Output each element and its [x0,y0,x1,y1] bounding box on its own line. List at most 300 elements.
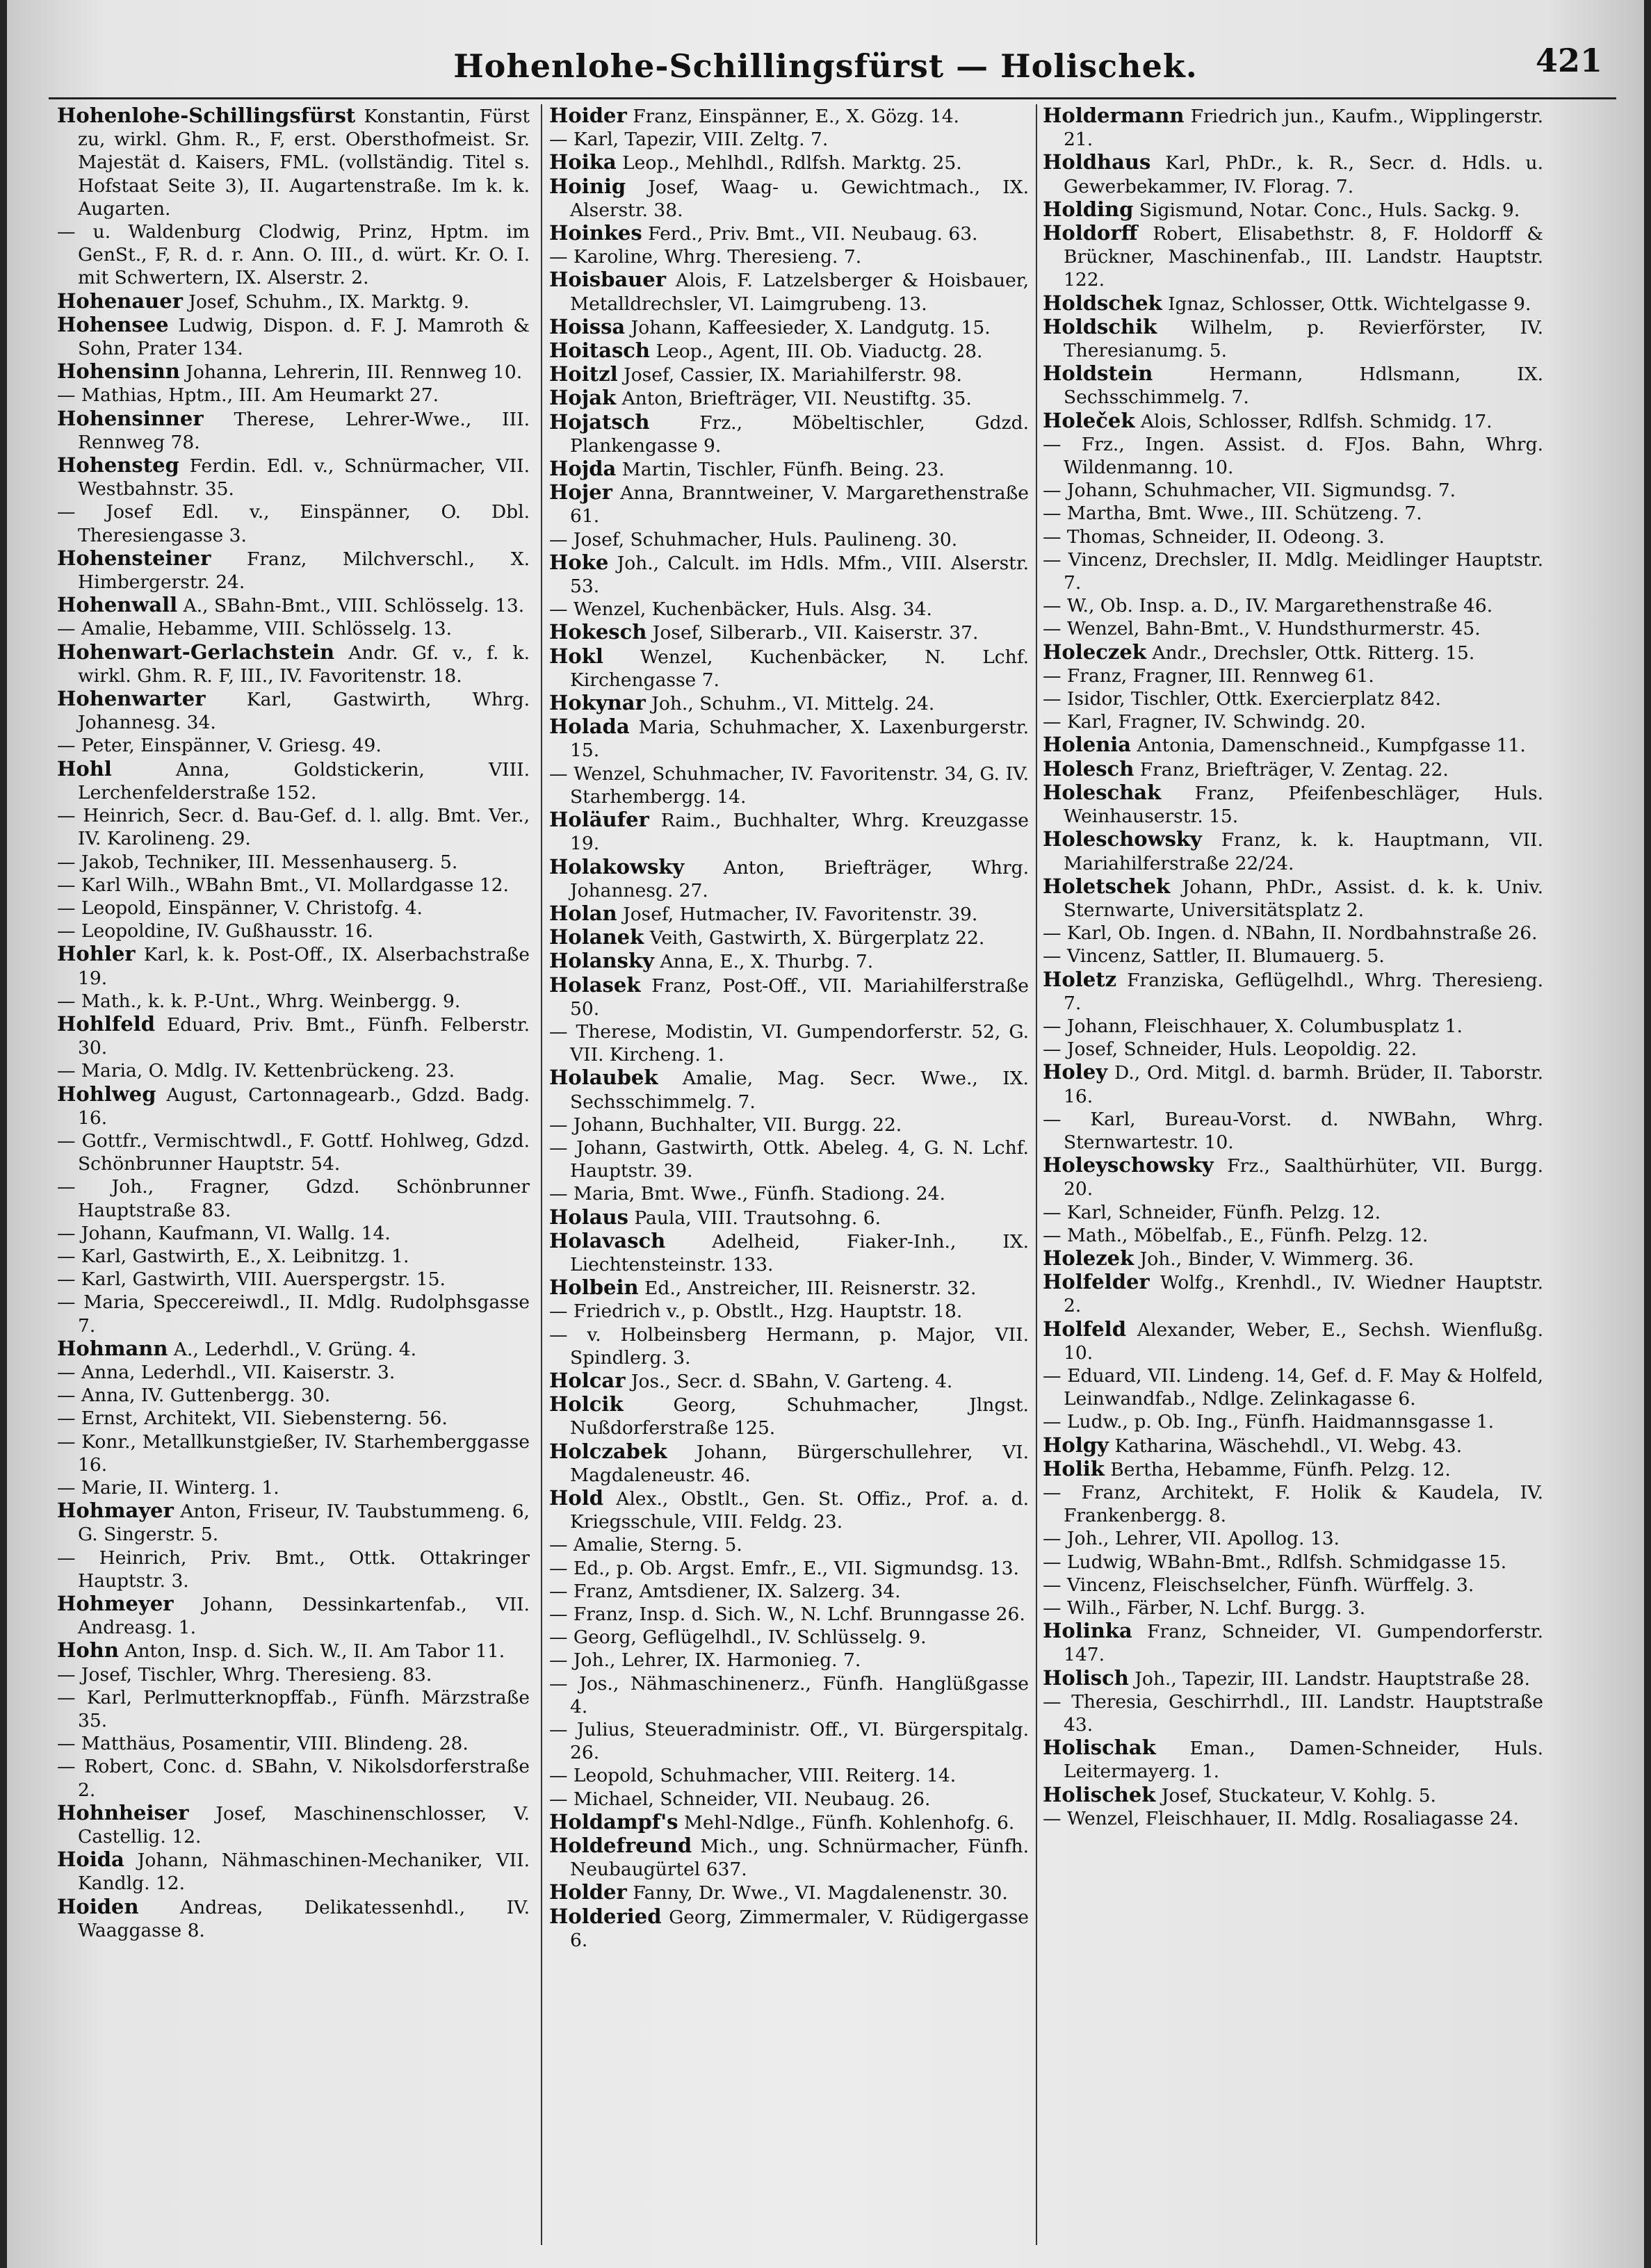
directory-entry [57,617,530,640]
directory-entry [549,1136,1029,1182]
entry-details: Anton, Briefträger, Whrg. Johannesg. 27. [570,856,1029,902]
entry-details: Josef, Waag- u. Gewichtmach., IX. Alserstr. 38. [570,176,1029,221]
page-header [7,42,1644,97]
entry-details: Johann, Nähmaschinen-Mechaniker, VII. Kandlg. 12. [78,1850,530,1895]
entry-surname: Hokynar [549,691,646,715]
directory-entry [1043,1597,1543,1620]
entry-details: — Vincenz, Drechsler, II. Mdlg. Meidlinger Hauptstr. 7. [1043,548,1543,594]
entry-surname: Holdhaus [1043,150,1151,174]
directory-entry [549,808,1029,855]
directory-entry [57,1499,530,1546]
entry-details: Joh., Schuhm., VI. Mittelg. 24. [645,693,935,715]
directory-entry [57,1291,530,1337]
directory-entry [57,1476,530,1499]
entry-details: — Frz., Ingen. Assist. d. FJos. Bahn, Whrg. Wildenmanng. 10. [1043,433,1543,479]
entry-details: Ludwig, Dispon. d. F. J. Mamroth & Sohn, Prater 134. [78,314,530,360]
entry-details: Franz, Post-Off., VII. Mariahilferstraße 50. [570,974,1029,1020]
entry-surname: Holavasch [549,1228,666,1253]
entry-details: — Maria, O. Mdlg. IV. Kettenbrückeng. 23. [57,1060,455,1082]
entry-details: — Karl, Bureau-Vorst. d. NWBahn, Whrg. Sternwartestr. 10. [1043,1108,1543,1153]
directory-entry [549,1393,1029,1439]
entry-details: Josef, Cassier, IX. Mariahilferstr. 98. [617,364,962,386]
directory-entry [57,897,530,920]
entry-details: — Karl Wilh., WBahn Bmt., VI. Mollardgasse 12. [57,874,509,896]
directory-entry [1043,198,1543,222]
directory-entry [549,1533,1029,1556]
directory-entry [549,339,1029,363]
entry-details: Hermann, Hdlsmann, IX. Sechsschimmelg. 7. [1064,364,1543,409]
directory-entry [549,457,1029,481]
entry-details: Bertha, Hebamme, Fünfh. Pelzg. 12. [1104,1458,1451,1480]
entry-surname: Holischek [1043,1782,1156,1806]
entry-surname: Holeschak [1043,780,1162,804]
entry-details: Johann, PhDr., Assist. d. k. k. Univ. Sternwarte, Universitätsplatz 2. [1064,876,1543,921]
directory-entry [549,902,1029,926]
entry-details: — Gottfr., Vermischtwdl., F. Gottf. Hohlweg, Gdzd. Schönbrunner Hauptstr. 54. [57,1129,530,1175]
directory-entry [57,920,530,943]
directory-entry [549,528,1029,551]
entry-details: Katharina, Wäschehdl., VI. Webg. 43. [1108,1435,1463,1457]
entry-details: — Leopold, Einspänner, V. Christofg. 4. [57,897,423,919]
entry-details: — Martha, Bmt. Wwe., III. Schützeng. 7. [1043,503,1422,525]
entry-surname: Holezek [1043,1246,1134,1270]
entry-surname: Holgy [1043,1433,1109,1457]
directory-entry [1043,1038,1543,1061]
directory-entry [549,926,1029,949]
entry-details: — Leopold, Schuhmacher, VIII. Reiterg. 14. [549,1765,957,1787]
directory-entry [57,1175,530,1221]
entry-surname: Hojatsch [549,409,650,434]
entry-surname: Hoinig [549,174,626,198]
directory-entry [57,1732,530,1755]
column-3 [1043,104,1543,2245]
entry-surname: Holischak [1043,1736,1156,1760]
entry-surname: Hoitzl [549,362,618,386]
entry-surname: Hohler [57,942,136,966]
column-1 [57,104,530,2245]
entry-surname: Holetschek [1043,874,1171,898]
entry-details: — v. Holbeinsberg Hermann, p. Major, VII. Spindlerg. 3. [549,1323,1029,1369]
entry-details: D., Ord. Mitgl. d. barmh. Brüder, II. Taborstr. 16. [1064,1062,1543,1107]
directory-entry [1043,1458,1543,1481]
entry-surname: Hoisbauer [549,268,666,292]
entry-details: Robert, Elisabethstr. 8, F. Holdorff & Brückner, Maschinenfab., III. Landstr. Hauptstr. 122. [1064,223,1543,291]
entry-details: — Math., k. k. P.-Unt., Whrg. Weinbergg. 9. [57,990,461,1012]
directory-entry [1043,1690,1543,1736]
directory-entry [57,1547,530,1592]
directory-entry [57,1083,530,1129]
directory-entry [1043,1247,1543,1271]
directory-entry [1043,1154,1543,1200]
entry-details: — Math., Möbelfab., E., Fünfh. Pelzg. 12. [1043,1224,1429,1246]
directory-entry [1043,316,1543,362]
entry-surname: Holinka [1043,1619,1132,1643]
directory-entry [57,1639,530,1663]
entry-details: Franz, Pfeifenbeschläger, Huls. Weinhauserstr. 15. [1064,782,1543,828]
directory-entry [549,1649,1029,1672]
directory-entry [549,104,1029,128]
directory-entry [549,1603,1029,1626]
entry-details: Karl, PhDr., k. R., Secr. d. Hdls. u. Gewerbekammer, IV. Florag. 7. [1064,152,1543,197]
directory-entry [549,1206,1029,1230]
entry-details: Paula, VIII. Trautsohng. 6. [628,1207,881,1229]
entry-surname: Holbein [549,1275,639,1300]
entry-details: — Karl, Gastwirth, VIII. Auerspergstr. 15. [57,1268,446,1291]
directory-entry [1043,687,1543,710]
entry-surname: Holäufer [549,808,649,832]
directory-entry [549,551,1029,598]
directory-entry [57,1592,530,1639]
directory-entry [1043,1527,1543,1550]
directory-entry [1043,502,1543,525]
directory-entry [1043,594,1543,617]
entry-details: — Jos., Nähmaschinenerz., Fünfh. Hanglüßgasse 4. [549,1672,1029,1718]
entry-surname: Holesch [1043,756,1134,781]
entry-details: — u. Waldenburg Clodwig, Prinz, Hptm. im GenSt., F, R. d. r. Ann. O. III., d. würt. Kr. O. I. mit Schwertern, IX. Alserstr. 2. [57,221,530,289]
entry-details: — Georg, Geflügelhdl., IV. Schlüsselg. 9. [549,1626,927,1649]
directory-entry [57,734,530,757]
entry-details: — Eduard, VII. Lindeng. 14, Gef. d. F. May & Holfeld, Leinwandfab., Ndlge. Zelinkagasse 6. [1043,1364,1543,1410]
entry-details: Andreas, Delikatessenhdl., IV. Waaggasse 8. [78,1896,530,1941]
entry-details: Franz, Einspänner, E., X. Gözg. 14. [626,106,959,127]
entry-details: Josef, Stuckateur, V. Kohlg. 5. [1155,1784,1436,1806]
entry-details: — Wenzel, Kuchenbäcker, Huls. Alsg. 34. [549,598,932,621]
entry-details: Andr., Drechsler, Ottk. Ritterg. 15. [1146,642,1475,664]
entry-details: Josef, Hutmacher, IV. Favoritenstr. 39. [617,903,978,925]
entry-details: Georg, Zimmermaler, V. Rüdigergasse 6. [570,1906,1029,1951]
directory-entry [549,1788,1029,1811]
entry-surname: Holaubek [549,1066,658,1090]
directory-entry [57,500,530,546]
running-title: Hohenlohe-Schillingsfürst — Holischek. [453,47,1198,85]
directory-entry [1043,1667,1543,1690]
directory-entry [549,762,1029,808]
entry-surname: Hold [549,1485,604,1510]
directory-entry [1043,781,1543,828]
entry-details: Frz., Möbeltischler, Gdzd. Plankengasse 9. [570,411,1029,457]
directory-entry [549,1369,1029,1393]
entry-surname: Holisch [1043,1665,1129,1690]
directory-entry [549,411,1029,457]
directory-entry [57,1361,530,1384]
entry-surname: Holetz [1043,967,1117,991]
entry-surname: Hohenwarter [57,687,206,711]
directory-entry [57,1059,530,1082]
entry-details: — Robert, Conc. d. SBahn, V. Nikolsdorferstraße 2. [57,1756,530,1801]
entry-details: Andr. Gf. v., f. k. wirkl. Ghm. R. F, III., IV. Favoritenstr. 18. [78,642,530,687]
entry-surname: Holansky [549,949,654,973]
entry-details: Fanny, Dr. Wwe., VI. Magdalenenstr. 30. [626,1882,1008,1904]
entry-details: — Karoline, Whrg. Theresieng. 7. [549,246,862,268]
entry-details: — Franz, Insp. d. Sich. W., N. Lchf. Brunngasse 26. [549,1604,1025,1625]
directory-entry [1043,409,1543,433]
entry-surname: Hohensteg [57,453,179,478]
entry-surname: Hoinkes [549,221,642,245]
entry-surname: Hohl [57,756,112,781]
entry-details: Sigismund, Notar. Conc., Huls. Sackg. 9. [1133,199,1520,221]
directory-entry [1043,1061,1543,1107]
entry-details: — Wilh., Färber, N. Lchf. Burgg. 3. [1043,1597,1366,1619]
directory-entry [549,1300,1029,1323]
entry-surname: Hokl [549,644,603,668]
entry-details: — W., Ob. Insp. a. D., IV. Margarethenstraße 46. [1043,595,1493,617]
directory-entry [1043,1410,1543,1433]
entry-details: — Karl, Fragner, IV. Schwindg. 20. [1043,711,1366,733]
entry-details: Antonia, Damenschneid., Kumpfgasse 11. [1131,735,1526,757]
directory-entry [1043,1015,1543,1038]
directory-entry [549,1718,1029,1764]
entry-details: — Anna, Lederhdl., VII. Kaiserstr. 3. [57,1361,396,1383]
directory-entry [1043,641,1543,664]
entry-surname: Holeček [1043,408,1135,432]
entry-details: Alex., Obstlt., Gen. St. Offiz., Prof. a. d. Kriegsschule, VIII. Feldg. 23. [570,1487,1029,1533]
entry-surname: Hohensee [57,312,169,336]
directory-entry [549,1230,1029,1276]
entry-details: Franz, k. k. Hauptmann, VII. Mariahilferstraße 22/24. [1064,829,1543,874]
entry-details: — Karl, Perlmutterknopffab., Fünfh. Märzstraße 35. [57,1686,530,1732]
entry-surname: Hohmeyer [57,1592,174,1615]
entry-surname: Hoika [549,150,617,174]
entry-surname: Holfelder [1043,1270,1150,1294]
directory-entry [57,547,530,594]
directory-entry [1043,710,1543,733]
entry-details: — Friedrich v., p. Obstlt., Hzg. Hauptstr. 18. [549,1300,963,1323]
entry-surname: Hokesch [549,620,647,644]
directory-entry [549,1276,1029,1300]
directory-entry [57,1686,530,1732]
entry-surname: Hoissa [549,314,626,338]
directory-entry [1043,1551,1543,1574]
directory-entry [57,407,530,454]
entry-details: — Franz, Fragner, III. Rennweg 61. [1043,664,1374,687]
column-divider [541,104,542,2245]
entry-details: Maria, Schuhmacher, X. Laxenburgerstr. 15. [570,717,1029,762]
entry-surname: Hojer [549,480,612,505]
directory-entry [549,974,1029,1020]
directory-entry [549,1323,1029,1369]
entry-details: — Karl, Tapezir, VIII. Zeltg. 7. [549,129,829,151]
directory-entry [549,1811,1029,1834]
entry-details: — Karl, Gastwirth, E., X. Leibnitzg. 1. [57,1245,409,1267]
directory-entry [57,594,530,617]
entry-details: Anna, Branntweiner, V. Margarethenstraße 61. [570,482,1029,528]
entry-details: Johann, Kaffeesieder, X. Landgutg. 15. [625,316,991,338]
entry-details: — Amalie, Hebamme, VIII. Schlösselg. 13. [57,618,453,640]
entry-details: Leop., Agent, III. Ob. Viaductg. 28. [650,341,983,363]
entry-surname: Hohn [57,1638,119,1663]
entry-details: — Marie, II. Winterg. 1. [57,1476,279,1499]
directory-entry [549,1764,1029,1787]
entry-details: — Amalie, Sterng. 5. [549,1534,742,1556]
entry-details: — Jakob, Techniker, III. Messenhauserg. 5. [57,851,458,873]
directory-entry [57,384,530,407]
directory-entry [1043,733,1543,757]
entry-details: Adelheid, Fiaker-Inh., IX. Liechtensteinstr. 133. [570,1230,1029,1275]
entry-details: Alois, F. Latzelsberger & Hoisbauer, Metalldrechsler, VI. Laimgrubeng. 13. [570,270,1029,315]
entry-surname: Hohlweg [57,1082,156,1106]
directory-entry [549,1881,1029,1904]
entry-details: — Maria, Bmt. Wwe., Fünfh. Stadiong. 24. [549,1183,945,1205]
entry-details: Franz, Milchverschl., X. Himbergerstr. 24. [78,548,530,594]
entry-details: Anna, E., X. Thurbg. 7. [653,951,874,973]
entry-surname: Hohenlohe-Schillingsfürst [57,104,356,127]
entry-details: August, Cartonnagearb., Gdzd. Badg. 16. [78,1084,530,1129]
entry-details: Anton, Insp. d. Sich. W., II. Am Tabor 11. [118,1640,505,1663]
directory-entry [549,1905,1029,1952]
entry-details: — Johann, Schuhmacher, VII. Sigmundsg. 7. [1043,480,1456,502]
directory-entry [549,1834,1029,1881]
directory-entry [1043,922,1543,945]
directory-entry [57,1384,530,1407]
entry-details: — Peter, Einspänner, V. Griesg. 49. [57,735,382,757]
entry-surname: Holdefreund [549,1834,692,1858]
entry-details: Josef, Silberarb., VII. Kaiserstr. 37. [646,622,979,644]
entry-details: Wilhelm, p. Revierförster, IV. Theresianumg. 5. [1064,316,1543,362]
entry-details: — Ernst, Architekt, VII. Siebensterng. 56. [57,1408,448,1430]
entry-details: — Josef, Tischler, Whrg. Theresieng. 83. [57,1663,432,1686]
entry-surname: Holaus [549,1205,628,1229]
directory-entry [549,175,1029,222]
entry-surname: Hoida [57,1847,124,1872]
entry-details: Franziska, Geflügelhdl., Whrg. Theresieng. 7. [1064,969,1543,1014]
entry-details: — Franz, Architekt, F. Holik & Kaudela, IV. Frankenbergg. 8. [1043,1481,1543,1527]
directory-entry [1043,1736,1543,1783]
entry-surname: Hohlfeld [57,1011,156,1036]
entry-details: — Karl, Schneider, Fünfh. Pelzg. 12. [1043,1201,1381,1223]
column-2 [549,104,1029,2245]
directory-entry [57,1663,530,1686]
entry-details: Ferdin. Edl. v., Schnürmacher, VII. Westbahnstr. 35. [78,455,530,500]
directory-entry [1043,945,1543,968]
directory-entry [1043,1364,1543,1410]
directory-entry [1043,151,1543,197]
entry-details: Jos., Secr. d. SBahn, V. Garteng. 4. [625,1370,953,1392]
directory-entry [549,128,1029,151]
entry-surname: Holcar [549,1368,626,1392]
directory-entry [57,1755,530,1801]
directory-entry [1043,1574,1543,1597]
entry-details: Joh., Calcult. im Hdls. Mfm., VIII. Alserstr. 53. [570,552,1029,598]
directory-entry [549,1440,1029,1487]
entry-details: — Julius, Steueradministr. Off., VI. Bürgerspitalg. 26. [549,1719,1029,1764]
entry-surname: Holderied [549,1904,662,1928]
directory-entry [549,856,1029,902]
directory-entry [1043,1224,1543,1247]
directory-entry [549,363,1029,386]
directory-entry [1043,1620,1543,1666]
entry-details: — Josef, Schneider, Huls. Leopoldig. 22. [1043,1038,1417,1061]
entry-details: — Theresia, Geschirrhdl., III. Landstr. Hauptstraße 43. [1043,1690,1543,1736]
entry-surname: Hoider [549,104,627,127]
entry-surname: Holenia [1043,733,1132,757]
entry-details: — Isidor, Tischler, Ottk. Exercierplatz 842. [1043,688,1441,710]
entry-details: Joh., Tapezir, III. Landstr. Hauptstraße 28. [1128,1667,1531,1690]
directory-entry [1043,1318,1543,1364]
entry-surname: Holder [549,1880,627,1904]
entry-details: Konstantin, Fürst zu, wirkl. Ghm. R., F, erst. Obersthofmeist. Sr. Majestät d. Kaisers, FML. (vollständig. Titel s. Hofstaat Seite 3), II. Augartenstraße. Im k. k. Augarten. [78,106,530,220]
directory-entry [549,481,1029,528]
entry-details: — Johann, Gastwirth, Ottk. Abeleg. 4, G. N. Lchf. Hauptstr. 39. [549,1136,1029,1182]
entry-details: Ignaz, Schlosser, Ottk. Wichtelgasse 9. [1162,293,1531,315]
directory-entry [549,598,1029,621]
entry-surname: Holan [549,901,617,925]
directory-entry [549,245,1029,268]
entry-details: Martin, Tischler, Fünfh. Being. 23. [616,459,945,481]
entry-surname: Holik [1043,1456,1105,1480]
entry-surname: Hojda [549,457,617,481]
entry-details: Johann, Bürgerschullehrer, VI. Magdaleneustr. 46. [570,1441,1029,1486]
entry-details: Johann, Dessinkartenfab., VII. Andreasg. 1. [78,1594,530,1639]
directory-entry [1043,1807,1543,1830]
entry-details: Franz, Briefträger, V. Zentag. 22. [1134,758,1449,781]
directory-entry [1043,1271,1543,1317]
directory-page [7,0,1644,2268]
entry-surname: Hojak [549,386,617,410]
directory-entry [1043,617,1543,640]
entry-details: Franz, Schneider, VI. Gumpendorferstr. 147. [1064,1621,1543,1666]
directory-entry [1043,362,1543,409]
entry-details: Anton, Friseur, IV. Taubstummeng. 6, G. Singerstr. 5. [78,1501,530,1546]
entry-details: Alexander, Weber, E., Sechsh. Wienflußg. 10. [1064,1319,1543,1364]
entry-details: Leop., Mehlhdl., Rdlfsh. Marktg. 25. [616,152,962,174]
directory-entry [1043,1481,1543,1527]
directory-entry [57,990,530,1013]
entry-details: Therese, Lehrer-Wwe., III. Rennweg 78. [78,408,530,453]
entry-details: — Therese, Modistin, VI. Gumpendorferstr. 52, G. VII. Kircheng. 1. [549,1020,1029,1066]
entry-surname: Hohensinner [57,406,204,430]
entry-surname: Holdorff [1043,221,1138,245]
entry-surname: Holdstein [1043,361,1153,386]
entry-surname: Hoiden [57,1894,139,1918]
directory-entry [549,1020,1029,1066]
entry-details: — Josef, Schuhmacher, Huls. Paulineng. 30. [549,528,958,550]
entry-details: Eman., Damen-Schneider, Huls. Leitermayerg. 1. [1064,1738,1543,1783]
entry-details: A., Lederhdl., V. Grüng. 4. [168,1338,417,1360]
directory-entry [1043,968,1543,1015]
entry-surname: Holdschik [1043,314,1157,338]
directory-entry [549,1626,1029,1649]
directory-entry [1043,479,1543,502]
directory-entry [1043,525,1543,548]
entry-details: — Michael, Schneider, VII. Neubaug. 26. [549,1788,931,1810]
entry-surname: Holeczek [1043,639,1146,664]
directory-entry [57,804,530,850]
entry-details: — Konr., Metallkunstgießer, IV. Starhemberggasse 16. [57,1430,530,1476]
directory-entry [57,104,530,220]
directory-entry [1043,1201,1543,1224]
directory-entry [1043,433,1543,479]
entry-surname: Hohnheiser [57,1800,189,1825]
directory-entry [1043,222,1543,292]
entry-details: Josef, Maschinenschlosser, V. Castellig. 12. [78,1802,530,1848]
directory-entry [1043,104,1543,151]
entry-surname: Holcik [549,1392,624,1417]
entry-details: — Ludw., p. Ob. Ing., Fünfh. Haidmannsgasse 1. [1043,1411,1495,1433]
directory-entry [549,621,1029,644]
directory-entry [549,1487,1029,1533]
directory-entry [1043,1434,1543,1458]
entry-details: — Ludwig, WBahn-Bmt., Rdlfsh. Schmidgasse 15. [1043,1551,1507,1573]
entry-surname: Hohensteiner [57,546,211,570]
entry-details: — Wenzel, Fleischhauer, II. Mdlg. Rosaliagasse 24. [1043,1807,1519,1829]
entry-surname: Holakowsky [549,854,685,879]
directory-entry [549,316,1029,339]
entry-surname: Hohmann [57,1336,168,1360]
entry-surname: Holdschek [1043,291,1162,315]
directory-entry [57,851,530,874]
directory-entry [549,1182,1029,1205]
entry-details: — Ed., p. Ob. Argst. Emfr., E., VII. Sigmundsg. 13. [549,1557,1019,1579]
